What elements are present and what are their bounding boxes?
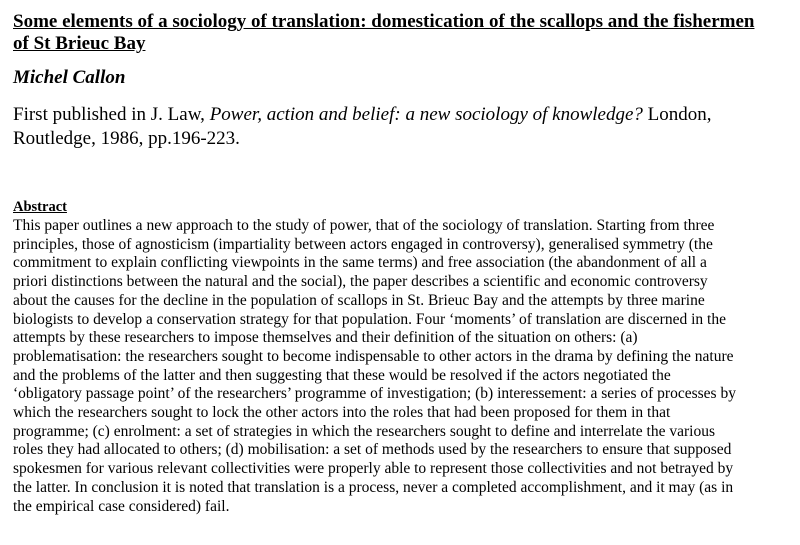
abstract-line: principles, those of agnosticism (impartiality between actors engaged in controversy), generalised symmetry (the [13, 235, 713, 253]
publication-line-1 [13, 103, 712, 127]
abstract-line: roles they had allocated to others; (d) mobilisation: a set of methods used by the researchers to ensure that supposed [13, 441, 732, 459]
abstract-line: attempts by these researchers to impose themselves and their definition of the situation on others: (a) [13, 329, 638, 347]
publication-line-2: Routledge, 1986, pp.196-223. [13, 128, 240, 149]
publication-info [13, 103, 712, 151]
title-line: Some elements of a sociology of translation: domestication of the scallops and the fishermen [13, 11, 755, 32]
abstract-line: spokesmen for various relevant collectivities were properly able to represent those collectivities and not betrayed by [13, 460, 734, 478]
publication-place: London, [642, 104, 712, 125]
abstract-line: This paper outlines a new approach to the study of power, that of the sociology of translation. Starting from three [13, 217, 715, 234]
abstract-body [13, 217, 736, 516]
abstract-line: the latter. In conclusion it is noted that translation is a process, never a completed accomplishment, and it may (as in [13, 478, 734, 496]
abstract-line: programme; (c) enrolment: a set of strategies in which the researchers sought to define and interrelate the various [13, 422, 715, 440]
document-title [13, 11, 754, 55]
abstract-line: biologists to develop a conservation strategy for that population. Four ‘moments’ of translation are discerned in the [13, 310, 726, 328]
abstract-line: priori distinctions between the natural and the social), the paper describes a scientific and economic controversy [13, 273, 708, 291]
abstract-line: which the researchers sought to lock the other actors into the roles that had been proposed for them in that [13, 404, 671, 422]
abstract-heading: Abstract [13, 199, 67, 215]
abstract-line: the empirical case considered) fail. [13, 497, 230, 515]
author-name: Michel Callon [13, 67, 126, 88]
abstract-line: ‘obligatory passage point’ of the researchers’ programme of investigation; (b) interessement: a series of processes by [13, 385, 736, 403]
publication-prefix: First published in J. Law, [13, 104, 210, 125]
abstract-line: problematisation: the researchers sought to become indispensable to other actors in the drama by defining the nature [13, 347, 734, 365]
title-line: of St Brieuc Bay [13, 33, 146, 54]
book-title: Power, action and belief: a new sociology of knowledge? [209, 104, 643, 125]
abstract-line: and the problems of the latter and then suggesting that these would be resolved if the actors negotiated the [13, 366, 671, 384]
abstract-line: about the causes for the decline in the population of scallops in St. Brieuc Bay and the attempts by three marine [13, 291, 705, 309]
abstract-line: commitment to explain conflicting viewpoints in the same terms) and free association (the abandonment of all a [13, 254, 707, 272]
